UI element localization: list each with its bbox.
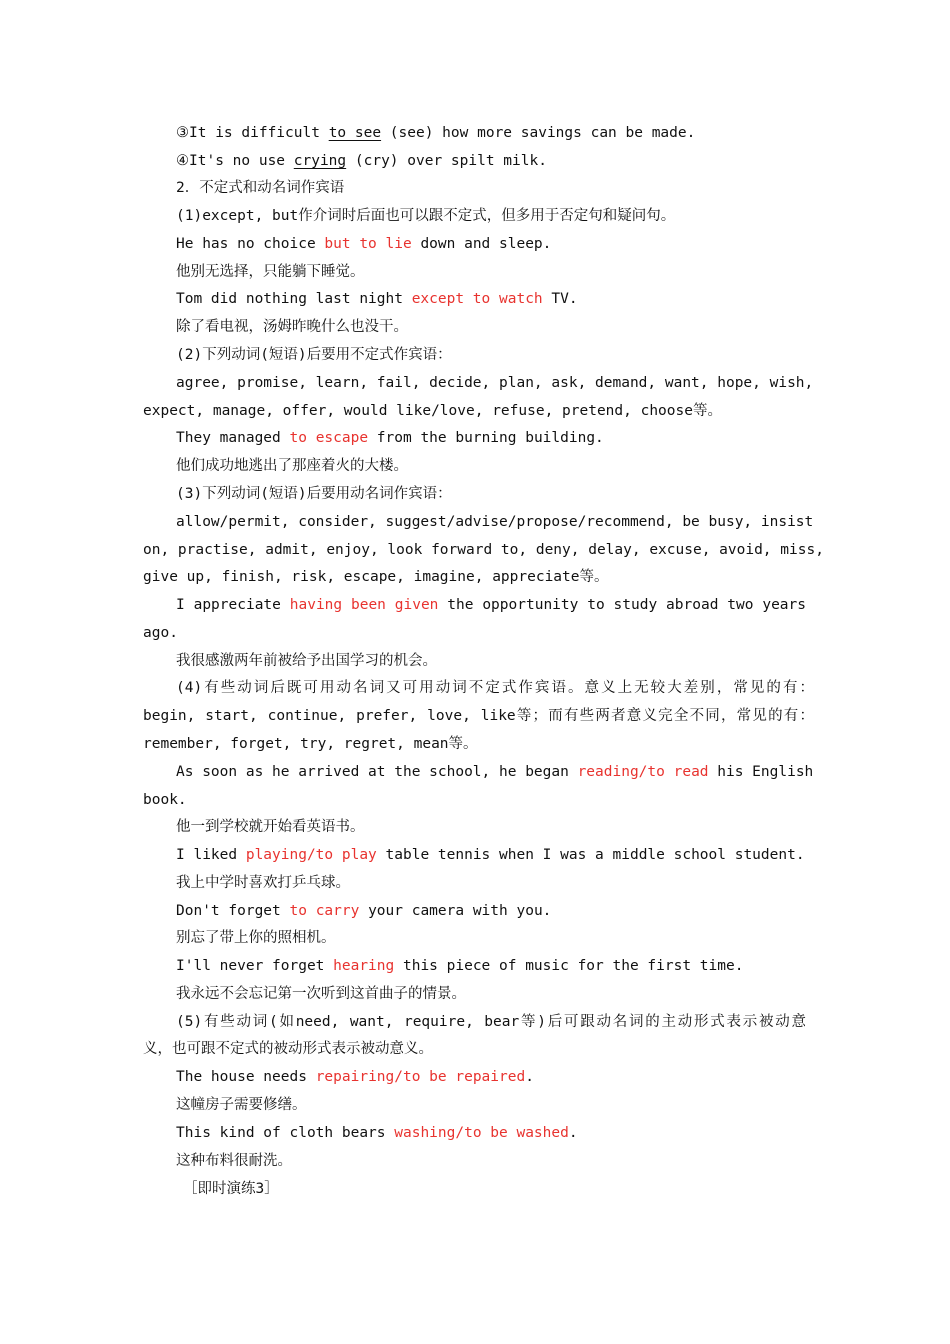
highlight-phrase: to carry bbox=[289, 903, 360, 919]
rule-text: remember, forget, try, regret, mean等。 bbox=[143, 736, 478, 752]
translation: 这幢房子需要修缮。 bbox=[176, 1097, 307, 1113]
highlight-phrase: reading/to read bbox=[577, 764, 709, 780]
translation: 我上中学时喜欢打乒乓球。 bbox=[176, 875, 350, 891]
example-sentence: I'll never forget hearing this piece of music for the first time. bbox=[176, 958, 744, 974]
verb-list: expect, manage, offer, would like/love, refuse, pretend, choose等。 bbox=[143, 403, 722, 419]
example-line: ③It is difficult to see (see) how more savings can be made. bbox=[176, 125, 696, 141]
example-continuation: book. bbox=[143, 792, 187, 808]
verb-list: allow/permit, consider, suggest/advise/propose/recommend, be busy, insist bbox=[176, 514, 814, 530]
example-sentence: As soon as he arrived at the school, he began reading/to read his English bbox=[176, 764, 814, 780]
rule-text: (2)下列动词(短语)后要用不定式作宾语： bbox=[176, 347, 452, 363]
example-continuation: ago. bbox=[143, 625, 178, 641]
rule-text: 义，也可跟不定式的被动形式表示被动意义。 bbox=[143, 1041, 433, 1057]
example-sentence: This kind of cloth bears washing/to be washed. bbox=[176, 1125, 578, 1141]
translation: 我永远不会忘记第一次听到这首曲子的情景。 bbox=[176, 986, 466, 1002]
example-sentence: The house needs repairing/to be repaired. bbox=[176, 1069, 534, 1085]
translation: 别忘了带上你的照相机。 bbox=[176, 930, 336, 946]
highlight-phrase: but to lie bbox=[324, 236, 412, 252]
example-sentence: Tom did nothing last night except to watch TV. bbox=[176, 291, 578, 307]
translation: 他们成功地逃出了那座着火的大楼。 bbox=[176, 458, 408, 474]
highlight-phrase: except to watch bbox=[411, 291, 543, 307]
example-sentence: Don't forget to carry your camera with you. bbox=[176, 903, 552, 919]
example-line: ④It's no use crying (cry) over spilt milk. bbox=[176, 153, 547, 169]
rule-text: (5)有些动词(如need, want, require, bear等)后可跟动名词的主动形式表示被动意 bbox=[176, 1014, 806, 1030]
translation: 除了看电视，汤姆昨晚什么也没干。 bbox=[176, 319, 408, 335]
example-sentence: I appreciate having been given the opportunity to study abroad two years bbox=[176, 597, 806, 613]
translation: 我很感激两年前被给予出国学习的机会。 bbox=[176, 653, 437, 669]
exercise-heading: ［即时演练3］ bbox=[183, 1181, 279, 1197]
translation: 他别无选择，只能躺下睡觉。 bbox=[176, 264, 365, 280]
verb-list: on, practise, admit, enjoy, look forward to, deny, delay, excuse, avoid, miss, bbox=[143, 542, 824, 558]
highlight-phrase: washing/to be washed bbox=[394, 1125, 569, 1141]
translation: 他一到学校就开始看英语书。 bbox=[176, 819, 365, 835]
translation: 这种布料很耐洗。 bbox=[176, 1153, 292, 1169]
highlight-phrase: repairing/to be repaired bbox=[315, 1069, 526, 1085]
example-sentence: I liked playing/to play table tennis when I was a middle school student. bbox=[176, 847, 805, 863]
highlight-phrase: playing/to play bbox=[245, 847, 377, 863]
section-heading: 2．不定式和动名词作宾语 bbox=[176, 180, 345, 196]
rule-text: (4)有些动词后既可用动名词又可用动词不定式作宾语。意义上无较大差别，常见的有： bbox=[176, 680, 814, 696]
rule-text: begin, start, continue, prefer, love, like等；而有些两者意义完全不同，常见的有： bbox=[143, 708, 814, 724]
example-sentence: They managed to escape from the burning building. bbox=[176, 430, 604, 446]
answer-blank: crying bbox=[293, 153, 347, 169]
example-sentence: He has no choice but to lie down and sleep. bbox=[176, 236, 552, 252]
answer-blank: to see bbox=[328, 125, 382, 141]
rule-text: (3)下列动词(短语)后要用动名词作宾语： bbox=[176, 486, 452, 502]
highlight-phrase: having been given bbox=[289, 597, 439, 613]
verb-list: give up, finish, risk, escape, imagine, appreciate等。 bbox=[143, 569, 609, 585]
highlight-phrase: to escape bbox=[289, 430, 369, 446]
highlight-phrase: hearing bbox=[333, 958, 395, 974]
rule-text: (1)except, but作介词时后面也可以跟不定式，但多用于否定句和疑问句。 bbox=[176, 208, 676, 224]
verb-list: agree, promise, learn, fail, decide, plan, ask, demand, want, hope, wish, bbox=[176, 375, 814, 391]
